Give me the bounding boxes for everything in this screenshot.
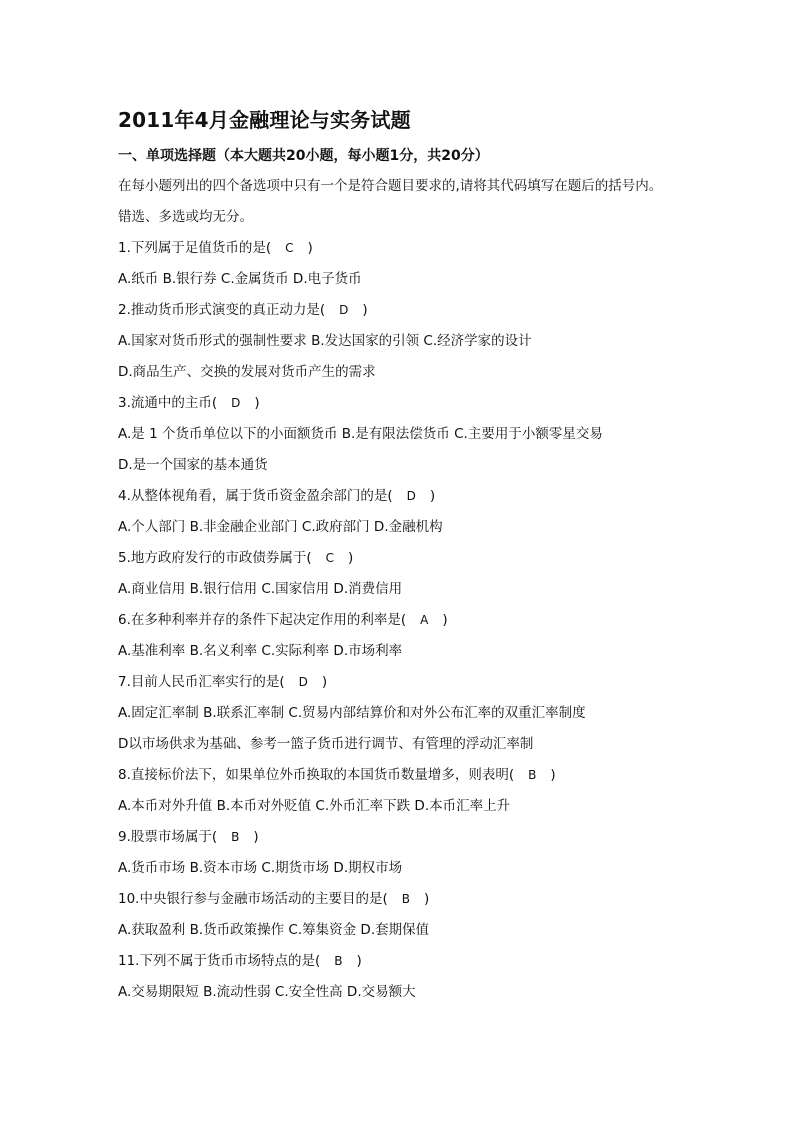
closing-paren: ) (442, 612, 448, 628)
question-stem (118, 238, 758, 269)
question-options: A.货币市场 B.资本市场 C.期货市场 D.期权市场 (118, 860, 403, 876)
section-heading: 一、单项选择题（本大题共20小题，每小题1分，共20分） (118, 148, 489, 164)
answer-letter: B (231, 830, 240, 844)
answer-letter: D (406, 489, 416, 503)
question-stem (118, 889, 758, 920)
question-stem (118, 610, 758, 641)
question-stem (118, 548, 758, 579)
question-stem (118, 672, 758, 703)
answer-letter: D (231, 396, 241, 410)
page-title: 2011年4月金融理论与实务试题 (118, 108, 411, 132)
question-text: 8.直接标价法下，如果单位外币换取的本国货币数量增多，则表明( (118, 767, 515, 783)
closing-paren: ) (348, 550, 354, 566)
instruction-line: 在每小题列出的四个备选项中只有一个是符合题目要求的,请将其代码填写在题后的括号内。 (118, 178, 663, 194)
closing-paren: ) (362, 302, 368, 318)
question-stem (118, 393, 758, 424)
question-text: 3.流通中的主币( (118, 395, 218, 411)
question-options: A.国家对货币形式的强制性要求 B.发达国家的引领 C.经济学家的设计 (118, 333, 532, 349)
question-stem (118, 486, 758, 517)
question-text: 7.目前人民币汇率实行的是( (118, 674, 285, 690)
closing-paren: ) (356, 953, 362, 969)
question-text: 5.地方政府发行的市政债券属于( (118, 550, 312, 566)
question-text: 2.推动货币形式演变的真正动力是( (118, 302, 326, 318)
answer-letter: B (528, 768, 537, 782)
answer-letter: B (401, 892, 410, 906)
closing-paren: ) (253, 829, 259, 845)
question-options: A.纸币 B.银行券 C.金属货币 D.电子货币 (118, 271, 362, 287)
question-text: 4.从整体视角看，属于货币资金盈余部门的是( (118, 488, 393, 504)
answer-letter: A (420, 613, 429, 627)
question-options: A.基准利率 B.名义利率 C.实际利率 D.市场利率 (118, 643, 403, 659)
question-text: 9.股票市场属于( (118, 829, 218, 845)
question-options: D以市场供求为基础、参考一篮子货币进行调节、有管理的浮动汇率制 (118, 736, 534, 752)
instruction-line: 错选、多选或均无分。 (118, 209, 253, 225)
closing-paren: ) (321, 674, 328, 690)
question-options: A.固定汇率制 B.联系汇率制 C.贸易内部结算价和对外公布汇率的双重汇率制度 (118, 705, 586, 721)
question-stem (118, 827, 758, 858)
closing-paren: ) (550, 767, 556, 783)
question-text: 10.中央银行参与金融市场活动的主要目的是( (118, 891, 388, 907)
question-options: D.商品生产、交换的发展对货币产生的需求 (118, 364, 376, 380)
question-text: 1.下列属于足值货币的是( (118, 240, 272, 256)
answer-letter: B (334, 954, 343, 968)
question-options: A.个人部门 B.非金融企业部门 C.政府部门 D.金融机构 (118, 519, 443, 535)
closing-paren: ) (429, 488, 436, 504)
question-options: D.是一个国家的基本通货 (118, 457, 268, 473)
answer-letter: C (285, 241, 294, 255)
question-options: A.是 1 个货币单位以下的小面额货币 B.是有限法偿货币 C.主要用于小额零星交易 (118, 426, 603, 442)
question-list (118, 176, 758, 1013)
question-options: A.获取盈利 B.货币政策操作 C.筹集资金 D.套期保值 (118, 922, 430, 938)
answer-letter: D (339, 303, 349, 317)
question-stem (118, 765, 758, 796)
question-stem (118, 300, 758, 331)
question-options: A.交易期限短 B.流动性弱 C.安全性高 D.交易额大 (118, 984, 416, 1000)
answer-letter: C (325, 551, 335, 565)
question-options: A.商业信用 B.银行信用 C.国家信用 D.消费信用 (118, 581, 403, 597)
question-text: 11.下列不属于货币市场特点的是( (118, 953, 321, 969)
closing-paren: ) (254, 395, 260, 411)
question-options: A.本币对外升值 B.本币对外贬值 C.外币汇率下跌 D.本币汇率上升 (118, 798, 511, 814)
question-stem (118, 951, 758, 982)
closing-paren: ) (423, 891, 430, 907)
closing-paren: ) (307, 240, 313, 256)
answer-letter: D (298, 675, 308, 689)
question-text: 6.在多种利率并存的条件下起决定作用的利率是( (118, 612, 407, 628)
